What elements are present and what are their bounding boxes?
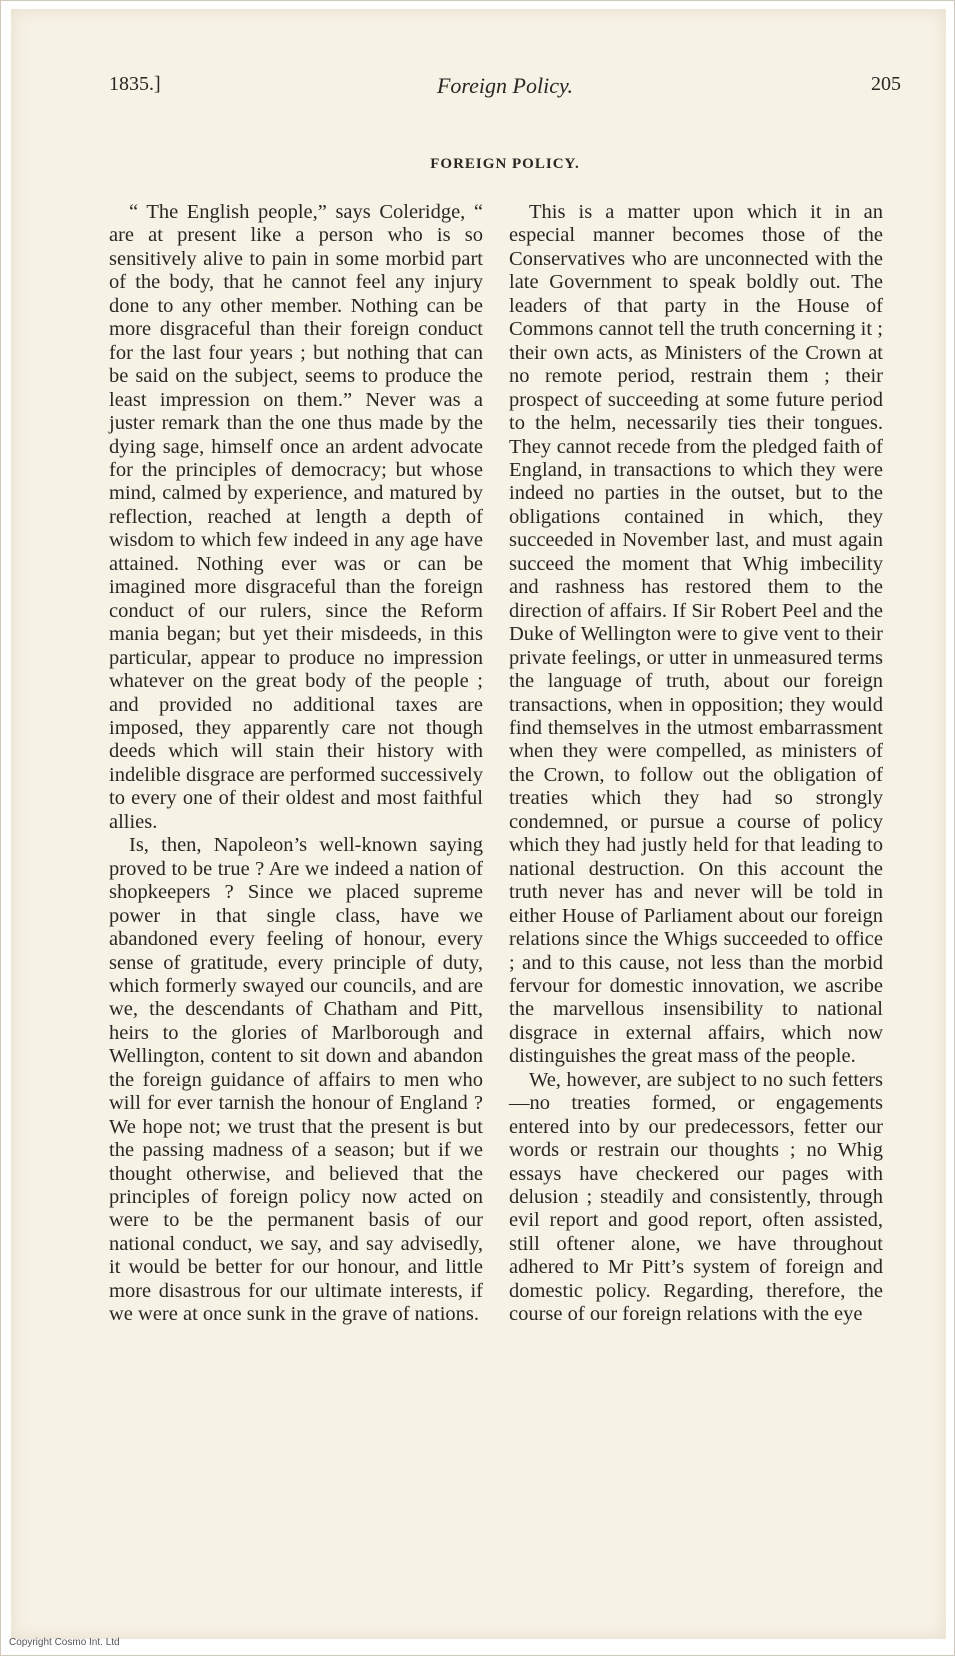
header-year: 1835.] [109,73,161,95]
paragraph: “ The English people,” says Coleridge, “ are at present like a person who is so sensitively alive to pain in some morbid part of the body, that he cannot feel any injury done to any other member. Nothing can be more disgraceful than their foreign conduct for the last four years ; but nothing that can be said on the subject, seems to produce the least impression on them.” Never was a juster remark than the one thus made by the dying sage, himself once an ardent advocate for the principles of democracy; but whose mind, calmed by experience, and matured by reflection, reached at length a depth of wisdom to which few indeed in any age have attained. Nothing ever was or can be imagined more disgraceful than the foreign conduct of our rulers, since the Reform mania began; but yet their misdeeds, in this particular, appear to produce no impression whatever on the great body of the people ; and provided no additional taxes are imposed, they apparently care not though deeds which will stain their history with indelible disgrace are performed successively to every one of their oldest and most faithful allies. [109,201,483,833]
section-title: FOREIGN POLICY. [430,156,580,172]
copyright-footer: Copyright Cosmo Int. Ltd [9,1637,120,1648]
page-number: 205 [871,73,901,95]
paragraph: We, however, are subject to no such fetters—no treaties formed, or engagements entered into by our predecessors, fetter our words or restrain our thoughts ; no Whig essays have checkered our pages with delusion ; steadily and consistently, through evil report and good report, often assisted, still oftener alone, we have throughout adhered to Mr Pitt’s system of foreign and domestic policy. Regarding, therefore, the course of our foreign relations with the eye [509,1068,883,1326]
paragraph: This is a matter upon which it in an especial manner becomes those of the Conservatives who are unconnected with the late Government to speak boldly out. The leaders of that party in the House of Commons cannot tell the truth concerning it ; their own acts, as Ministers of the Crown at no remote period, restrain them ; their prospect of succeeding at some future period to the helm, necessarily ties their tongues. They cannot recede from the pledged faith of England, in transactions to which they were indeed no parties in the outset, but to the obligations contained in which, they succeeded in November last, and must again succeed the moment that Whig imbecility and rashness has restored them to the direction of affairs. If Sir Robert Peel and the Duke of Wellington were to give vent to their private feelings, or utter in unmeasured terms the language of truth, about our foreign transactions, when in opposition; they would find themselves in the utmost embarrassment when they were compelled, as ministers of the Crown, to follow out the obligation of treaties which they had so strongly condemned, or pursue a course of policy which they had justly held for that leading to national destruction. On this account the truth never has and never will be told in either House of Parliament about our foreign relations since the Whigs succeeded to office ; and to this cause, not less than the morbid fervour for domestic innovation, we ascribe the marvellous insensibility to national disgrace in external affairs, which now distinguishes the great mass of the people. [509,201,883,1068]
left-column [109,201,483,1327]
paragraph: Is, then, Napoleon’s well-known saying proved to be true ? Are we indeed a nation of shopkeepers ? Since we placed supreme power in that single class, have we abandoned every feeling of honour, every sense of gratitude, every principle of duty, which formerly swayed our councils, and are we, the descendants of Chatham and Pitt, heirs to the glories of Marlborough and Wellington, content to sit down and abandon the foreign guidance of affairs to men who will for ever tarnish the honour of England ? We hope not; we trust that the present is but the passing madness of a season; but if we thought otherwise, and believed that the principles of foreign policy now acted on were to be the permanent basis of our national conduct, we say, and say advisedly, it would be better for our honour, and little more disastrous for our ultimate interests, if we were at once sunk in the grave of nations. [109,834,483,1326]
running-head [109,73,901,105]
header-title: Foreign Policy. [436,73,574,98]
right-column [509,201,883,1327]
